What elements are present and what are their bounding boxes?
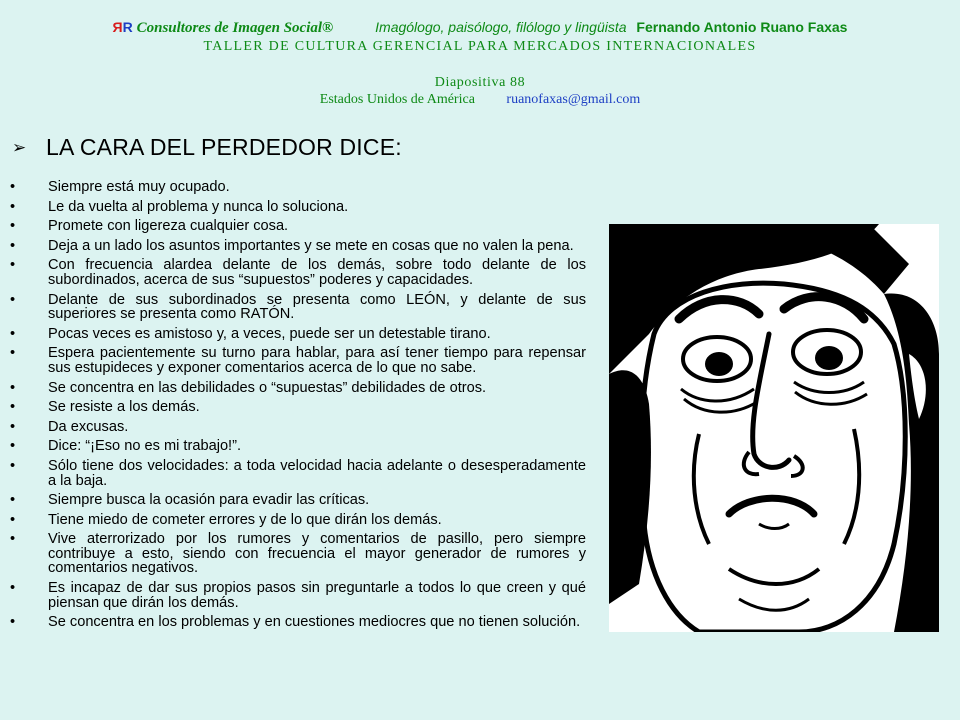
bullet-item: [8, 293, 586, 322]
bullet-text: Se resiste a los demás.: [48, 399, 200, 416]
workshop-title: TALLER DE CULTURA GERENCIAL PARA MERCADOS INTERNACIONALES: [203, 39, 757, 54]
bullet-dot: •: [10, 325, 16, 342]
bullet-item: [8, 239, 586, 254]
bullet-dot: •: [10, 179, 16, 195]
bullet-item: [8, 180, 586, 195]
bullet-item: [8, 615, 586, 630]
bullet-text: Tiene miedo de cometer errores y de lo que dirán los demás.: [48, 511, 442, 528]
section-title-row: [12, 134, 402, 161]
bullet-text: Se concentra en los problemas y en cuestiones mediocres que no tienen solución.: [48, 614, 581, 631]
bullet-dot: •: [10, 614, 16, 631]
bullet-item: [8, 327, 586, 342]
bullet-text: Siempre busca la ocasión para evadir las críticas.: [48, 492, 370, 509]
bullet-text: Con frecuencia alardea delante de los demás, sobre todo delante de los subordinados, acerca de sus “supuestos” poderes y capacidades.: [48, 257, 586, 288]
caricature-drawing: [609, 224, 939, 632]
author-name: Fernando Antonio Ruano Faxas: [636, 19, 848, 35]
company-logo: [113, 19, 133, 35]
slide-number: Diapositiva 88: [434, 75, 526, 90]
bullet-text: Espera pacientemente su turno para hablar, para así tener tiempo para repensar sus estupideces y exponer comentarios acerca de lo que no sabe.: [48, 345, 586, 376]
bullet-dot: •: [10, 457, 16, 474]
bullet-dot: •: [10, 531, 16, 548]
bullet-text: Da excusas.: [48, 418, 129, 435]
bullet-dot: •: [10, 237, 16, 254]
bullet-item: [8, 459, 586, 488]
bullet-item: [8, 200, 586, 215]
email-link[interactable]: ruanofaxas@gmail.com: [506, 92, 641, 107]
company-name: Consultores de Imagen Social®: [136, 20, 334, 36]
bullet-text: Promete con ligereza cualquier cosa.: [48, 218, 289, 235]
bullet-text: Dice: “¡Eso no es mi trabajo!”.: [48, 438, 242, 455]
header-line-contact: [0, 91, 960, 108]
bullet-text: Sólo tiene dos velocidades: a toda velocidad hacia adelante o desesperadamente a la baja.: [48, 457, 586, 489]
bullet-text: Deja a un lado los asuntos importantes y se mete en cosas que no valen la pena.: [48, 237, 574, 254]
bullet-dot: •: [10, 198, 16, 215]
slide-header: [0, 18, 960, 108]
bullet-text: Vive aterrorizado por los rumores y comentarios de pasillo, pero siempre contribuye a esto, siendo con frecuencia el mayor generador de rumores y comentarios negativos.: [48, 531, 586, 577]
bullet-dot: •: [10, 511, 16, 528]
bullet-text: Delante de sus subordinados se presenta como LEÓN, y delante de sus superiores se presenta como RATÓN.: [48, 291, 586, 323]
bullet-dot: •: [10, 399, 16, 416]
bullet-item: [8, 258, 586, 287]
arrow-bullet-icon: ➢: [12, 137, 27, 157]
bullet-item: [8, 532, 586, 576]
bullet-dot: •: [10, 291, 16, 308]
bullet-item: [8, 420, 586, 435]
bullet-dot: •: [10, 257, 16, 274]
bullet-dot: •: [10, 418, 16, 435]
bullet-dot: •: [10, 218, 16, 235]
author-roles: Imagólogo, paisólogo, filólogo y lingüista: [375, 19, 627, 35]
bullet-dot: •: [10, 580, 16, 597]
bullet-item: [8, 493, 586, 508]
section-title: LA CARA DEL PERDEDOR DICE:: [46, 134, 402, 160]
bullet-item: [8, 346, 586, 375]
bullet-dot: •: [10, 492, 16, 509]
bullet-item: [8, 400, 586, 415]
bullet-item: [8, 513, 586, 528]
bullet-item: [8, 219, 586, 234]
bullet-text: Siempre está muy ocupado.: [48, 179, 230, 195]
bullet-item: [8, 439, 586, 454]
bullet-list: [8, 180, 586, 635]
bullet-text: Pocas veces es amistoso y, a veces, puede ser un detestable tirano.: [48, 325, 491, 342]
loser-face-caricature: [609, 224, 939, 632]
bullet-text: Se concentra en las debilidades o “supuestas” debilidades de otros.: [48, 379, 487, 396]
country-label: Estados Unidos de América: [319, 92, 475, 107]
bullet-dot: •: [10, 379, 16, 396]
bullet-text: Es incapaz de dar sus propios pasos sin preguntarle a todos lo que creen y qué piensan que dirán los demás.: [48, 580, 586, 611]
logo-letter-r: R: [122, 19, 133, 35]
bullet-dot: •: [10, 345, 16, 362]
bullet-item: [8, 581, 586, 610]
bullet-dot: •: [10, 438, 16, 455]
logo-letter-ya: Я: [112, 19, 123, 35]
bullet-item: [8, 381, 586, 396]
bullet-text: Le da vuelta al problema y nunca lo soluciona.: [48, 198, 349, 215]
header-line-company: [0, 18, 960, 37]
